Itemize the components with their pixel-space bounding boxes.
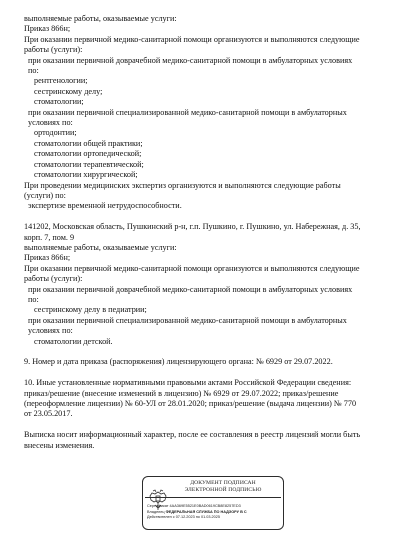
text-line: (переоформление лицензии) № 60-УЛ от 28.01.2020; приказ/решение (выдача лицензии) № 770 bbox=[24, 398, 357, 408]
stamp-title bbox=[165, 480, 281, 494]
text-line: стоматологии ортопедической; bbox=[34, 149, 142, 159]
text-line: стоматологии общей практики; bbox=[34, 138, 143, 148]
text-line: при оказании первичной доврачебной медико-санитарной помощи в амбулаторных условиях bbox=[28, 55, 353, 65]
text-line: условиях по: bbox=[28, 326, 73, 336]
text-line: по: bbox=[28, 66, 39, 76]
text-line: рентгенологии; bbox=[34, 76, 88, 86]
text-line: ортодонтии; bbox=[34, 128, 77, 138]
blank-line bbox=[24, 368, 384, 378]
stamp-certificate: Сертификат 4AA369E5521E0BAD0619CB8E8257ED3 bbox=[147, 504, 241, 508]
text-line: стоматологии терапевтической; bbox=[34, 159, 144, 169]
stamp-divider bbox=[145, 497, 281, 498]
text-line: стоматологии детской. bbox=[34, 336, 113, 346]
text-line: по: bbox=[28, 294, 39, 304]
text-line: условиях по: bbox=[28, 118, 73, 128]
text-line: Выписка носит информационный характер, после ее составления в реестр лицензий могли быть bbox=[24, 430, 361, 440]
stamp-title-line-2: ЭЛЕКТРОННОЙ ПОДПИСЬЮ bbox=[184, 487, 262, 493]
blank-line bbox=[24, 420, 384, 430]
text-line: Приказ 866н; bbox=[24, 24, 71, 34]
text-line: 10. Иные установленные нормативными правовыми актами Российской Федерации сведения: bbox=[24, 378, 352, 388]
text-line: сестринскому делу; bbox=[34, 86, 103, 96]
text-line: при оказании первичной специализированной медико-санитарной помощи в амбулаторных bbox=[28, 315, 347, 325]
text-line: стоматологии хирургической; bbox=[34, 170, 138, 180]
text-line: сестринскому делу в педиатрии; bbox=[34, 305, 147, 315]
electronic-signature-stamp bbox=[142, 476, 284, 530]
text-line: При оказании первичной медико-санитарной помощи организуются и выполняются следующие bbox=[24, 263, 360, 273]
text-line: При оказании первичной медико-санитарной помощи организуются и выполняются следующие bbox=[24, 34, 360, 44]
blank-line bbox=[24, 347, 384, 357]
text-line: экспертизе временной нетрудоспособности. bbox=[28, 201, 182, 211]
text-line: выполняемые работы, оказываемые услуги: bbox=[24, 14, 177, 23]
text-line: при оказании первичной доврачебной медико-санитарной помощи в амбулаторных условиях bbox=[28, 284, 353, 294]
text-line: При проведении медицинских экспертиз организуются и выполняются следующие работы bbox=[24, 180, 341, 190]
text-line: работы (услуги): bbox=[24, 45, 83, 55]
text-line: от 23.05.2017. bbox=[24, 409, 73, 419]
text-line: стоматологии; bbox=[34, 97, 84, 107]
stamp-owner-label: Владелец bbox=[147, 509, 165, 514]
document-body bbox=[24, 14, 384, 451]
text-line: работы (услуги): bbox=[24, 274, 83, 284]
text-line: 141202, Московская область, Пушкинский р-н, г.п. Пушкино, г. Пушкино, ул. Набережная, д. 35, bbox=[24, 222, 361, 232]
text-line: 9. Номер и дата приказа (распоряжения) лицензирующего органа: № 6929 от 29.07.2022. bbox=[24, 357, 333, 367]
stamp-title-line-1: ДОКУМЕНТ ПОДПИСАН bbox=[190, 480, 256, 486]
text-line: выполняемые работы, оказываемые услуги: bbox=[24, 242, 177, 252]
blank-line bbox=[24, 212, 384, 222]
text-line: приказ/решение (внесение изменений в лицензию) № 6929 от 29.07.2022; приказ/решение bbox=[24, 388, 339, 398]
text-line: (услуги) по: bbox=[24, 190, 66, 200]
text-line: корп. 7, пом. 9 bbox=[24, 232, 75, 242]
stamp-validity: Действителен с 07.12.2023 по 01.03.2025 bbox=[147, 515, 220, 520]
text-line: Приказ 866н; bbox=[24, 253, 71, 263]
stamp-details bbox=[147, 504, 281, 521]
text-line: при оказании первичной специализированной медико-санитарной помощи в амбулаторных bbox=[28, 107, 347, 117]
text-line: внесены изменения. bbox=[24, 440, 95, 450]
stamp-owner: ФЕДЕРАЛЬНАЯ СЛУЖБА ПО НАДЗОРУ В С bbox=[165, 509, 247, 514]
